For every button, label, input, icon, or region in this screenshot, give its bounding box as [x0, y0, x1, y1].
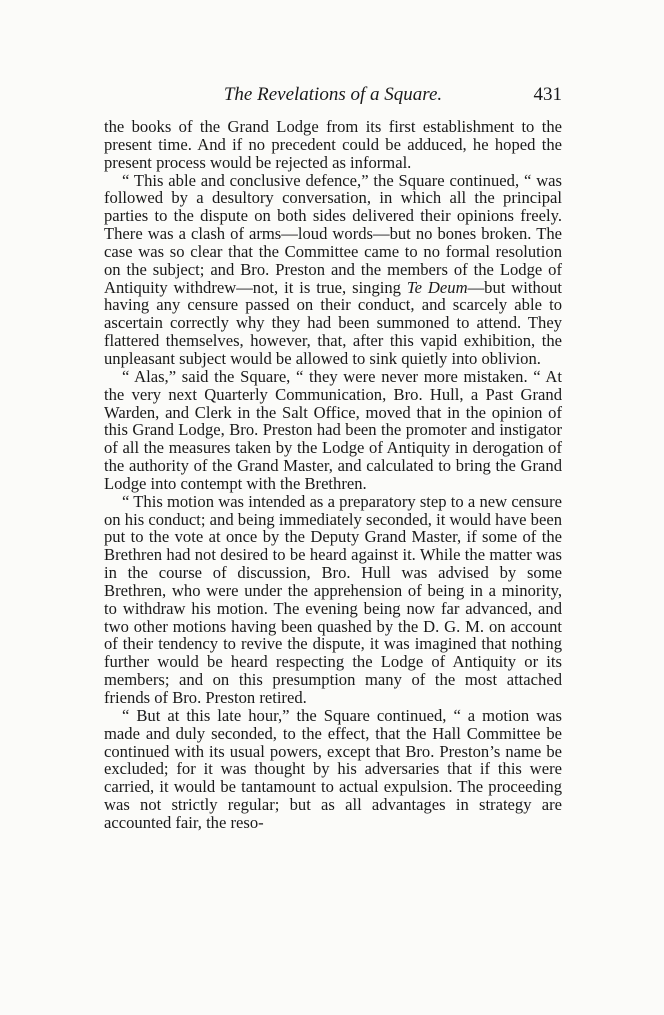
- paragraph: “ Alas,” said the Square, “ they were never more mistaken. “ At the very next Quarterly Communication, Bro. Hull, a Past Grand Warden, and Clerk in the Salt Office, moved that in the opinion of this Grand Lodge, Bro. Preston had been the promoter and instigator of all the measures taken by the Lodge of Antiquity in derogation of the authority of the Grand Master, and calculated to bring the Grand Lodge into contempt with the Brethren.: [104, 366, 562, 493]
- italic-phrase: Te Deum: [406, 277, 468, 297]
- page-number: 431: [533, 84, 562, 105]
- running-head: [104, 84, 562, 108]
- paragraph: “ This able and conclusive defence,” the Square continued, “ was followed by a desultory conversation, in which all the principal parties to the dispute on both sides delivered their opinions freely. There was a clash of arms—loud words—but no bones broken. The case was so clear that the Committee came to no formal resolution on the subject; and Bro. Preston and the members of the Lodge of Antiquity withdrew—not, it is true, singing Te Deum—but without having any censure passed on their conduct, and scarcely able to ascertain correctly why they had been summoned to attend. They flattered themselves, however, that, after this vapid exhibition, the unpleasant subject would be allowed to sink quietly into oblivion.: [104, 170, 562, 368]
- body-text: [104, 118, 562, 832]
- paragraph: “ This motion was intended as a preparatory step to a new censure on his conduct; and being immediately seconded, it would have been put to the vote at once by the Deputy Grand Master, if some of the Brethren had not desired to be heard against it. While the matter was in the course of discussion, Bro. Hull was advised by some Brethren, who were under the apprehension of being in a minority, to withdraw his motion. The evening being now far advanced, and two other motions having been quashed by the D. G. M. on account of their tendency to revive the dispute, it was imagined that nothing further would be heard respecting the Lodge of Antiquity or its members; and on this presumption many of the most attached friends of Bro. Preston retired.: [104, 491, 562, 707]
- running-title: The Revelations of a Square.: [223, 84, 443, 105]
- paragraph: the books of the Grand Lodge from its first establishment to the present time. And if no precedent could be adduced, he hoped the present process would be rejected as informal.: [104, 117, 562, 172]
- paragraph: “ But at this late hour,” the Square continued, “ a motion was made and duly seconded, to the effect, that the Hall Committee be continued with its usual powers, except that Bro. Preston’s name be excluded; for it was thought by his adversaries that if this were carried, it would be tantamount to actual expulsion. The proceeding was not strictly regular; but as all advantages in strategy are accounted fair, the reso-: [104, 705, 562, 832]
